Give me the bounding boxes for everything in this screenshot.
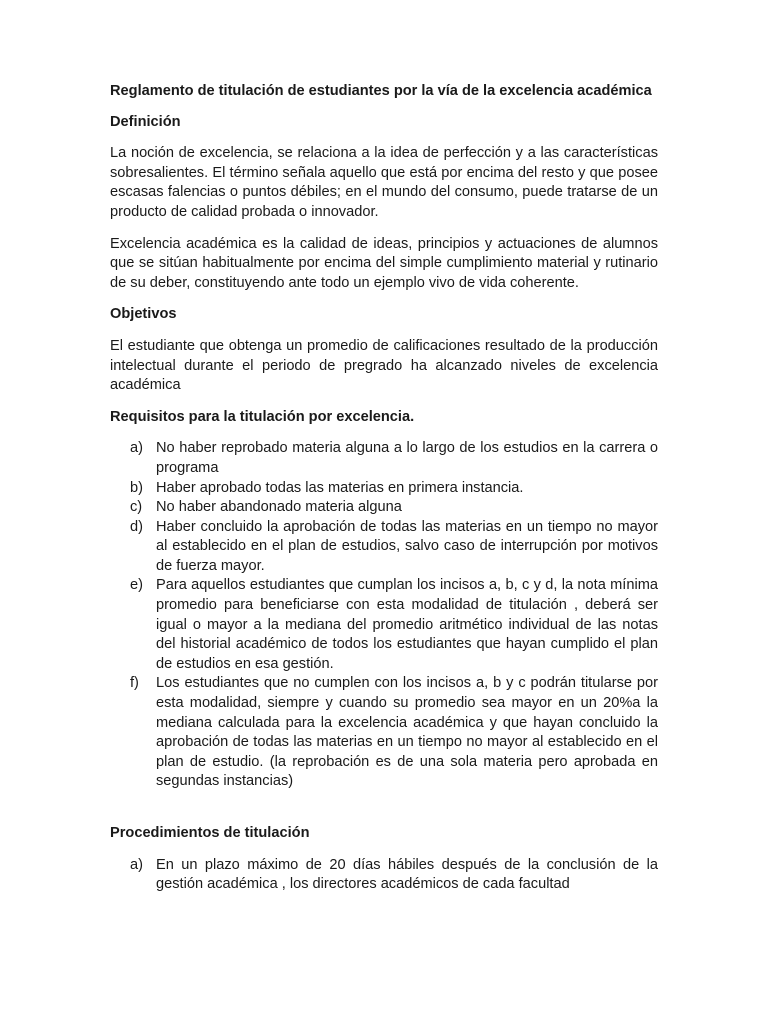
requisitos-list bbox=[110, 439, 658, 792]
paragraph-objetivos: El estudiante que obtenga un promedio de calificaciones resultado de la producción intelectual durante el periodo de pregrado ha alcanzado niveles de excelencia académica bbox=[110, 337, 658, 394]
list-marker: d) bbox=[130, 518, 143, 535]
list-marker: b) bbox=[130, 479, 143, 496]
paragraph-definicion-1: La noción de excelencia, se relaciona a la idea de perfección y a las características sobresalientes. El término señala aquello que está por encima del resto y que posee escasas falencias o puntos débiles; en el mundo del consumo, puede tratarse de un producto de calidad probada o innovador. bbox=[110, 145, 658, 220]
list-item bbox=[110, 439, 658, 478]
list-marker: e) bbox=[130, 577, 143, 594]
section-spacer bbox=[110, 804, 658, 824]
paragraph-definicion-2: Excelencia académica es la calidad de ideas, principios y actuaciones de alumnos que se sitúan habitualmente por encima del simple cumplimiento material y rutinario de su deber, constituyendo ante todo un ejemplo vivo de vida coherente. bbox=[110, 235, 658, 291]
list-item bbox=[110, 518, 658, 577]
list-item-text: En un plazo máximo de 20 días hábiles después de la conclusión de la gestión académica , los directores académicos de cada facultad bbox=[156, 856, 658, 893]
document-page bbox=[110, 82, 658, 907]
list-item bbox=[110, 576, 658, 674]
heading-objetivos: Objetivos bbox=[110, 306, 177, 323]
list-item bbox=[110, 674, 658, 792]
document-title: Reglamento de titulación de estudiantes por la vía de la excelencia académica bbox=[110, 83, 652, 99]
list-item-text: Haber concluido la aprobación de todas las materias en un tiempo no mayor al establecido en el plan de estudios, salvo caso de interrupción por motivos de fuerza mayor. bbox=[156, 518, 658, 574]
list-marker: a) bbox=[130, 440, 143, 457]
list-marker: c) bbox=[130, 499, 143, 516]
procedimientos-list bbox=[110, 856, 658, 895]
list-marker: a) bbox=[130, 856, 143, 873]
list-item-text: Haber aprobado todas las materias en primera instancia. bbox=[156, 479, 524, 496]
list-item bbox=[110, 856, 658, 895]
list-item-text: Para aquellos estudiantes que cumplan los incisos a, b, c y d, la nota mínima promedio para beneficiarse con esta modalidad de titulación , deberá ser igual o mayor a la mediana del promedio aritmético individual de las notas del historial académico de todos los estudiantes que hayan cumplido el plan de estudios en esa gestión. bbox=[156, 577, 658, 672]
list-item-text: Los estudiantes que no cumplen con los incisos a, b y c podrán titularse por esta modalidad, siempre y cuando su promedio sea mayor en un 20%a la mediana calculada para la excelencia académica y que hayan concluido la aprobación de todas las materias en un tiempo no mayor al establecido en el plan de estudio. (la reprobación es de una sola materia pero aprobada en segundas instancias) bbox=[156, 675, 658, 790]
heading-definicion: Definición bbox=[110, 113, 181, 130]
list-item-text: No haber abandonado materia alguna bbox=[156, 499, 402, 516]
heading-procedimientos: Procedimientos de titulación bbox=[110, 825, 310, 841]
list-item bbox=[110, 498, 658, 518]
list-item bbox=[110, 479, 658, 499]
heading-requisitos: Requisitos para la titulación por excelencia. bbox=[110, 408, 415, 425]
list-item-text: No haber reprobado materia alguna a lo largo de los estudios en la carrera o programa bbox=[156, 440, 658, 476]
list-marker: f) bbox=[130, 675, 139, 692]
